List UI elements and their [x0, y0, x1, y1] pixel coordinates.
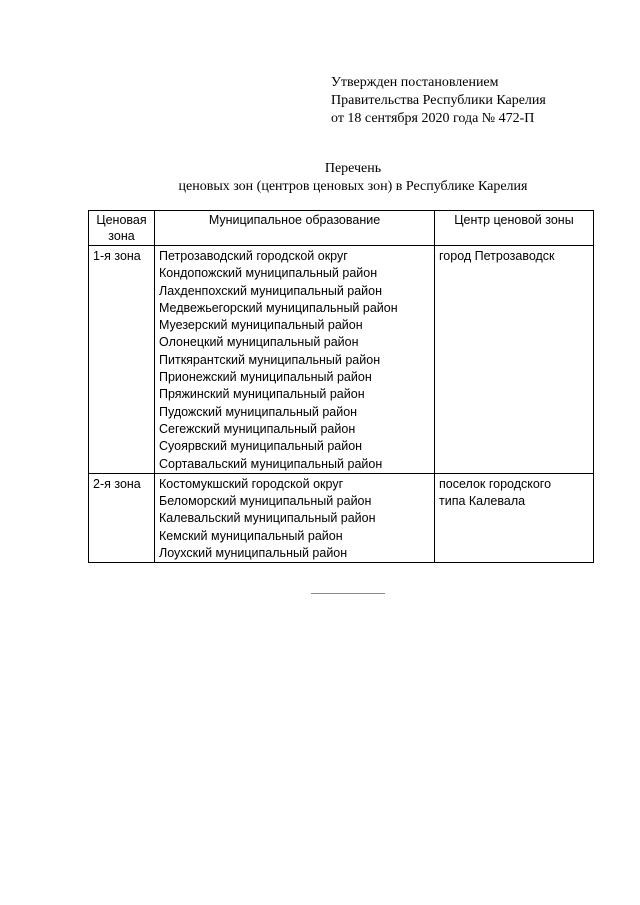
table-header-row [89, 211, 594, 246]
list-item: Лахденпохский муниципальный район [159, 283, 383, 298]
list-item: Сегежский муниципальный район [159, 421, 356, 436]
list-item: Кемский муниципальный район [159, 528, 343, 543]
list-item: Беломорский муниципальный район [159, 494, 372, 509]
approval-line-2: Правительства Республики Карелия [331, 93, 546, 108]
list-item: Петрозаводский городской округ [159, 249, 348, 263]
list-item: Суоярвский муниципальный район [159, 439, 363, 454]
list-item: Медвежьегорский муниципальный район [159, 300, 398, 315]
zone-cell: 2-я зона [89, 473, 155, 562]
list-item: Калевальский муниципальный район [159, 511, 376, 526]
municipality-cell [155, 473, 435, 562]
title-line-2: ценовых зон (центров ценовых зон) в Республике Карелия [178, 179, 528, 194]
list-item: Пудожский муниципальный район [159, 404, 358, 419]
price-zones-table [88, 210, 594, 563]
list-item: Олонецкий муниципальный район [159, 335, 359, 350]
approval-line-3: от 18 сентября 2020 года № 472-П [331, 111, 535, 126]
center-line: город Петрозаводск [439, 249, 555, 263]
table-row [89, 246, 594, 474]
list-item: Муезерский муниципальный район [159, 318, 363, 333]
list-item: Лоухский муниципальный район [159, 546, 348, 561]
end-divider [311, 593, 385, 594]
list-item: Костомукшский городской округ [159, 476, 344, 491]
list-item: Питкярантский муниципальный район [159, 352, 381, 367]
center-cell [435, 246, 594, 474]
zone-cell: 1-я зона [89, 246, 155, 474]
header-center: Центр ценовой зоны [435, 211, 594, 246]
center-line: типа Калевала [439, 494, 526, 509]
list-item: Пряжинский муниципальный район [159, 387, 365, 402]
header-zone-line-2: зона [108, 229, 135, 243]
list-item: Кондопожский муниципальный район [159, 266, 378, 281]
municipality-cell [155, 246, 435, 474]
header-zone [89, 211, 155, 246]
list-item: Прионежский муниципальный район [159, 370, 372, 385]
header-municipality: Муниципальное образование [155, 211, 435, 246]
center-cell [435, 473, 594, 562]
title-line-1: Перечень [324, 161, 382, 176]
approval-block [331, 74, 546, 128]
list-item: Сортавальский муниципальный район [159, 456, 383, 471]
approval-line-1: Утвержден постановлением [331, 75, 499, 90]
table-row [89, 473, 594, 562]
header-zone-line-1: Ценовая [96, 213, 147, 227]
center-line: поселок городского [439, 476, 552, 491]
document-title [0, 160, 640, 196]
